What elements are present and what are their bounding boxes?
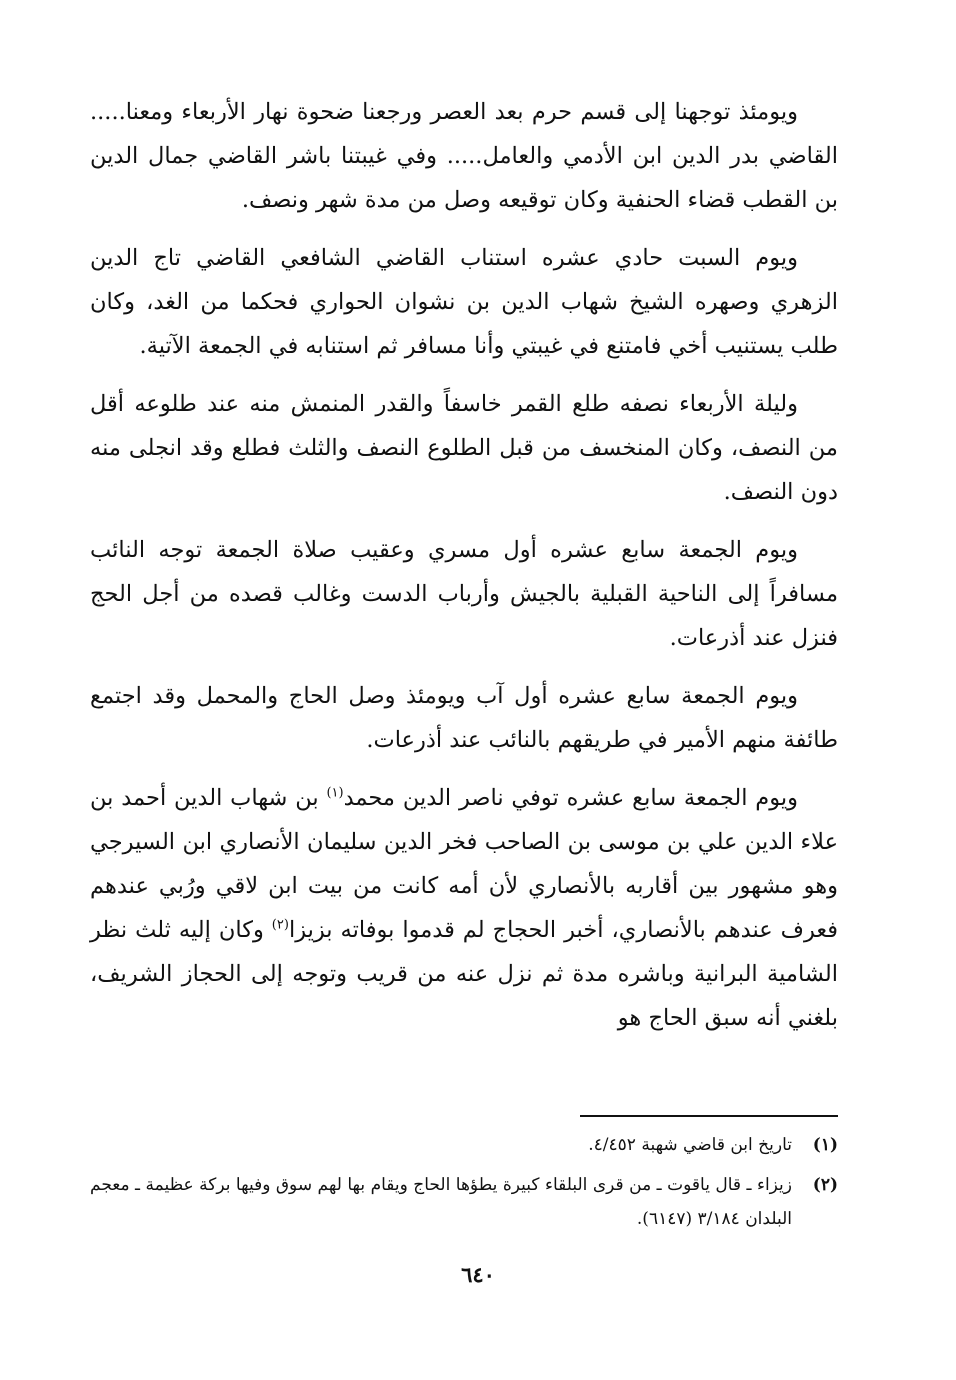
footnote-1-number: (١): [812, 1135, 838, 1155]
footnote-2-number: (٢): [812, 1175, 838, 1195]
paragraph-6: [90, 776, 838, 1040]
footnote-1-text: تاريخ ابن قاضي شهبة ٤/٤٥٢.: [588, 1135, 792, 1155]
paragraph-3: وليلة الأربعاء نصفه طلع القمر خاسفاً والقدر المنمش منه عند طلوعه أقل من النصف، وكان المنخسف من قبل الطلوع النصف والثلث فطلع وقد انجلى منه دون النصف.: [90, 391, 838, 505]
paragraph-6-part-2: بن شهاب الدين أحمد بن علاء الدين علي بن موسى بن الصاحب فخر الدين سليمان الأنصاري ابن السيرجي وهو مشهور بين أقاربه بالأنصاري لأن أمه كانت من بيت ابن لاقي ورُبي عندهم فعرف عندهم بالأنصاري، أخبر الحجاج لم قدموا بوفاته بزيزا: [90, 785, 838, 943]
footnote-2: [90, 1168, 838, 1236]
main-text: [90, 90, 838, 1054]
paragraph-1: ويومئذ توجهنا إلى قسم حرم بعد العصر ورجعنا ضحوة نهار الأربعاء ومعنا..... القاضي بدر الدين ابن الأدمي والعامل..... وفي غيبتنا باشر القاضي جمال الدين بن القطب قضاء الحنفية وكان توقيعه وصل من مدة شهر ونصف.: [90, 99, 838, 213]
footnote-1: [90, 1128, 838, 1162]
paragraph-4: ويوم الجمعة سابع عشره أول مسري وعقيب صلاة الجمعة توجه النائب مسافراً إلى الناحية القبلية بالجيش وأرباب الدست وغالب قصده من أجل الحج فنزل عند أذرعات.: [90, 537, 838, 651]
paragraph-5: ويوم الجمعة سابع عشره أول آب ويومئذ وصل الحاج والمحمل وقد اجتمع طائفة منهم الأمير في طريقهم بالنائب عند أذرعات.: [90, 683, 838, 753]
page-number: ٦٤٠: [461, 1262, 495, 1287]
paragraph-6-part-3: وكان إليه ثلث نظر الشامية البرانية وباشره مدة ثم نزل عنه من قريب وتوجه إلى الحجاز الشريف، بلغني أنه سبق الحاج هو: [90, 917, 838, 1031]
footnote-separator: [580, 1115, 838, 1117]
paragraph-6-part-1: ويوم الجمعة سابع عشره توفي ناصر الدين محمد: [343, 785, 798, 811]
footnote-ref-1: (١): [326, 785, 344, 801]
footnote-ref-2: (٢): [271, 917, 289, 933]
paragraph-2: ويوم السبت حادي عشره استناب القاضي الشافعي القاضي تاج الدين الزهري وصهره الشيخ شهاب الدين بن نشوان الحواري فحكما من الغد، وكان طلب يستنيب أخي فامتنع في غيبتي وأنا مسافر ثم استنابه في الجمعة الآتية.: [90, 245, 838, 359]
footnotes: [90, 1128, 838, 1242]
footnote-2-text: زيزاء ـ قال ياقوت ـ من قرى البلقاء كبيرة يطؤها الحاج ويقام بها لهم سوق وفيها بركة عظيمة ـ معجم البلدان ٣/١٨٤ (٦١٤٧).: [90, 1175, 792, 1229]
